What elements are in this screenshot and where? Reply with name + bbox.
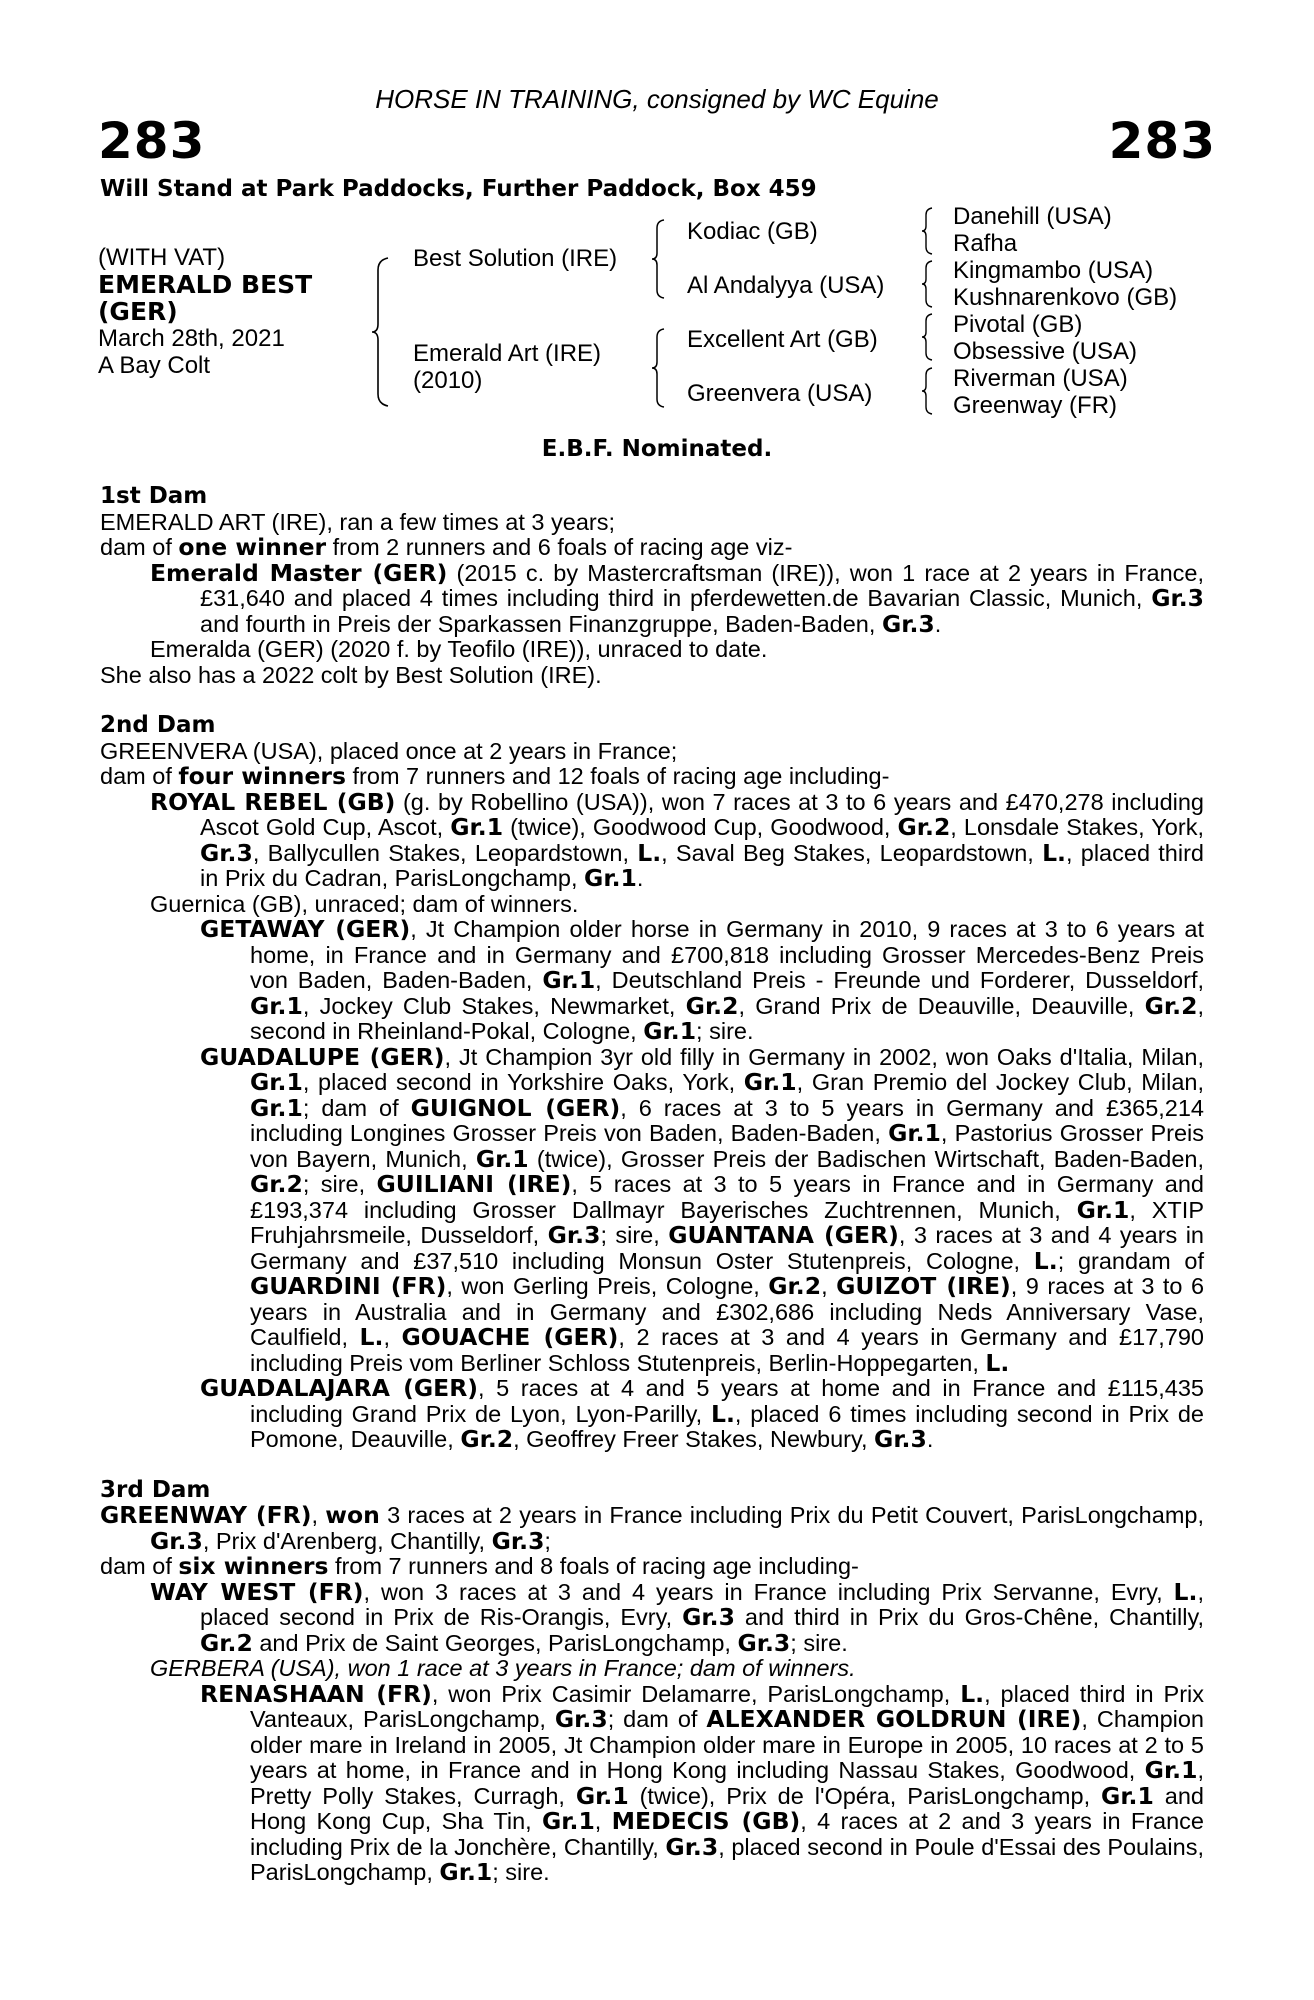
pedigree-great-grandparent: Rafha (953, 230, 1018, 257)
pedigree-bracket-ggp-2 (922, 259, 936, 309)
text-run: , 6 races at 3 to 5 years in Germany and £365,214 including Longines Grosser Preis von Baden, Baden-Baden, (250, 1094, 1204, 1146)
produce-entry: Emeralda (GER) (2020 f. by Teofilo (IRE)), unraced to date. (150, 636, 768, 662)
text-run: (twice), Prix de l'Opéra, ParisLongchamp, (628, 1782, 1102, 1809)
pedigree-bracket-ggp-3 (922, 312, 936, 362)
text-run: , placed 6 times including second in Prix de Pomone, Deauville, (250, 1400, 1204, 1452)
produce-entry (100, 1376, 1204, 1453)
produce-entry (100, 1042, 1205, 1377)
bold-text: Gr.1 (450, 813, 504, 841)
bold-text: Gr.1 (643, 1017, 697, 1045)
third-dam-produce-summary: dam of six winners from 7 runners and 8 foals of racing age including- (100, 1552, 859, 1580)
text-run: . (636, 865, 644, 891)
pedigree-great-grandparent: Obsessive (USA) (953, 338, 1138, 365)
text-run: , 3 races at 3 and 4 years in Germany and £37,510 including Monsun Oster Stutenpreis, Cologne, (250, 1222, 1204, 1274)
text-run: ; grandam of (1057, 1247, 1205, 1274)
pedigree-great-grandparent: Riverman (USA) (953, 365, 1128, 392)
horse-name: EMERALD BEST (98, 270, 313, 299)
text-run: and Hong Kong Cup, Sha Tin, (250, 1782, 1204, 1834)
text-run: , Pretty Polly Stakes, Curragh, (250, 1757, 1204, 1809)
bold-text: L. (710, 1399, 735, 1428)
ebf-nomination: E.B.F. Nominated. (541, 436, 773, 462)
text-run: , (821, 1273, 837, 1299)
pedigree-bracket-dam (652, 327, 668, 409)
produce-entry: Guernica (GB), unraced; dam of winners. (150, 890, 579, 917)
bold-text: GUADALUPE (GER) (200, 1042, 445, 1071)
bold-text: L. (1173, 1577, 1198, 1606)
bold-text: Gr.3 (491, 1526, 545, 1555)
vat-note: (WITH VAT) (98, 244, 226, 271)
text-run: ; sire, (302, 1171, 377, 1197)
text-run: , Ballycullen Stakes, Leopardstown, (252, 839, 638, 866)
bold-text: Gr.3 (200, 838, 253, 867)
second-dam-heading: 2nd Dam (100, 712, 216, 738)
bold-text: Gr.1 (475, 1144, 529, 1173)
produce-note: She also has a 2022 colt by Best Solution (IRE). (100, 661, 602, 688)
text-run: , 5 races at 4 and 5 years at home and in France and £115,435 including Grand Prix de Lyon, Lyon-Parilly, (250, 1375, 1204, 1427)
lot-number-left: 283 (98, 112, 206, 170)
second-dam-summary: GREENVERA (USA), placed once at 2 years in France; (100, 737, 678, 764)
bold-text: ROYAL REBEL (GB) (150, 787, 396, 816)
text-run: ; dam of (607, 1706, 707, 1732)
bold-text: GUIZOT (IRE) (836, 1272, 1011, 1300)
bold-text: GREENWAY (FR) (100, 1501, 312, 1529)
text-run: , 4 races at 2 and 3 years in France including Prix de la Jonchère, Chantilly, (250, 1808, 1205, 1860)
text-run: , Lonsdale Stakes, York, (950, 814, 1204, 840)
third-dam-heading: 3rd Dam (100, 1476, 211, 1503)
text-run: , Geoffrey Freer Stakes, Newbury, (513, 1426, 875, 1452)
pedigree-dam: Emerald Art (IRE) (413, 340, 602, 367)
bold-text: GUIGNOL (GER) (410, 1093, 621, 1122)
bold-text: Gr.3 (1151, 584, 1204, 612)
pedigree-bracket-ggp-1 (922, 206, 936, 256)
produce-entry (100, 558, 1204, 638)
text-run: , placed second in Poule d'Essai des Poulains, ParisLongchamp, (250, 1833, 1204, 1885)
text-run: . (934, 610, 942, 637)
text-run: , placed third in Prix Vanteaux, ParisLongchamp, (250, 1680, 1205, 1732)
text-run: , Jt Champion 3yr old filly in Germany in 2002, won Oaks d'Italia, Milan, (444, 1043, 1205, 1070)
pedigree-grandparent: Al Andalyya (USA) (687, 272, 885, 299)
bold-text: Gr.2 (250, 1170, 303, 1198)
text-run: , 9 races at 3 to 6 years in Australia and in Germany and £302,686 including Neds Anniversary Vase, Caulfield, (250, 1273, 1205, 1350)
text-run: , Jt Champion older horse in Germany in 2010, 9 races at 3 to 6 years at home, in France and in Germany and £700,818 including Grosser Mercedes-Benz Preis von Baden, Baden-Baden, (250, 916, 1204, 993)
bold-text: Gr.2 (897, 813, 951, 841)
text-run: , Saval Beg Stakes, Leopardstown, (661, 839, 1043, 866)
bold-text: Gr.1 (888, 1119, 941, 1147)
pedigree-bracket-ggp-4 (922, 366, 936, 416)
bold-text: Gr.1 (584, 864, 637, 892)
bold-text: Gr.1 (743, 1068, 797, 1096)
text-run: , Grand Prix de Deauville, Deauville, (738, 992, 1145, 1019)
first-dam-heading: 1st Dam (100, 483, 208, 509)
text-run: , Gran Premio del Jockey Club, Milan, (796, 1069, 1204, 1095)
pedigree-great-grandparent: Greenway (FR) (953, 392, 1118, 419)
bold-text: GUILIANI (IRE) (376, 1170, 572, 1198)
bold-text: GUARDINI (FR) (250, 1272, 447, 1300)
bold-text: Gr.3 (881, 609, 935, 638)
text-run: , placed second in Yorkshire Oaks, York, (302, 1069, 744, 1095)
pedigree-great-grandparent: Kingmambo (USA) (953, 257, 1154, 284)
pedigree-great-grandparent: Pivotal (GB) (953, 311, 1083, 338)
text-run: , placed third in Prix du Cadran, ParisLongchamp, (200, 839, 1204, 891)
produce-entry (100, 1577, 1204, 1657)
bold-text: Gr.2 (200, 1628, 253, 1657)
stand-location: Will Stand at Park Paddocks, Further Paddock, Box 459 (100, 176, 817, 202)
bold-text: Gr.1 (250, 991, 303, 1020)
text-run: , Deutschland Preis - Freunde und Forderer, Dusseldorf, (595, 967, 1205, 993)
bold-text: GOUACHE (GER) (401, 1323, 619, 1351)
bold-text: Gr.2 (460, 1425, 514, 1453)
bold-text: Gr.3 (682, 1603, 735, 1631)
bold-text: Gr.1 (250, 1093, 303, 1122)
bold-text: Gr.3 (150, 1526, 203, 1555)
text-run: , (383, 1324, 402, 1350)
text-run: ; sire. (696, 1018, 754, 1044)
pedigree-great-grandparent: Kushnarenkovo (GB) (953, 284, 1178, 311)
produce-entry (100, 787, 1204, 892)
bold-text: RENASHAAN (FR) (200, 1679, 432, 1708)
text-run: ; dam of (302, 1094, 411, 1121)
produce-entry (100, 917, 1204, 1045)
first-dam-summary: EMERALD ART (IRE), ran a few times at 3 years; (100, 508, 615, 535)
text-run: , 5 races at 3 to 5 years in France and in Germany and £193,374 including Grosser Dallmayr Bayerisches Zuchtrennen, Munich, (250, 1171, 1204, 1223)
bold-text: GETAWAY (GER) (200, 915, 411, 943)
text-run: ; sire. (492, 1859, 550, 1885)
text-run: , 2 races at 3 and 4 years in Germany and £17,790 including Preis vom Berliner Schloss Stutenpreis, Berlin-Hoppegarten, (250, 1324, 1204, 1376)
pedigree-dam-year: (2010) (413, 367, 483, 394)
produce-entry: GERBERA (USA), won 1 race at 3 years in France; dam of winners. (150, 1655, 856, 1681)
text-run: and third in Prix du Gros-Chêne, Chantilly, (734, 1604, 1204, 1630)
pedigree-sire: Best Solution (IRE) (413, 245, 618, 272)
bold-text: Gr.2 (768, 1272, 822, 1300)
bold-text: Emerald Master (GER) (150, 558, 448, 587)
produce-entry (100, 1679, 1205, 1886)
bold-text: Gr.1 (1101, 1781, 1154, 1810)
bold-text: Gr.1 (439, 1858, 493, 1886)
bold-text: Gr.2 (1144, 991, 1198, 1020)
lot-number-right: 283 (1108, 112, 1216, 170)
pedigree-bracket-main (372, 256, 392, 408)
bold-text: MEDECIS (GB) (611, 1807, 801, 1835)
text-run: and Prix de Saint Georges, ParisLongchamp, (252, 1629, 738, 1656)
bold-text: L. (1042, 838, 1066, 867)
horse-country: (GER) (98, 297, 178, 326)
bold-text: WAY WEST (FR) (150, 1577, 364, 1606)
bold-text: L. (359, 1323, 384, 1351)
text-run: , won 3 races at 3 and 4 years in France including Prix Servanne, Evry, (363, 1578, 1174, 1605)
pedigree-grandparent: Excellent Art (GB) (687, 326, 878, 353)
pedigree-grandparent: Kodiac (GB) (687, 218, 818, 245)
bold-text: Gr.3 (554, 1705, 608, 1733)
bold-text: ALEXANDER GOLDRUN (IRE) (706, 1705, 1082, 1733)
text-run: (twice), Grosser Preis der Badischen Wirtschaft, Baden-Baden, (528, 1145, 1204, 1172)
bold-text: Gr.3 (874, 1425, 927, 1453)
bold-text: GUANTANA (GER) (668, 1221, 899, 1249)
bold-text: Gr.1 (1144, 1756, 1198, 1784)
text-run: , (594, 1808, 612, 1834)
text-run: ; sire. (790, 1629, 848, 1656)
text-run: , Prix d'Arenberg, Chantilly, (202, 1527, 492, 1554)
text-run: . (926, 1426, 934, 1452)
text-run: , won Prix Casimir Delamarre, ParisLongchamp, (431, 1680, 961, 1707)
text-run: , Pastorius Grosser Preis von Bayern, Munich, (250, 1120, 1204, 1172)
bold-text: Gr.3 (665, 1832, 719, 1861)
bold-text: Gr.1 (1076, 1195, 1130, 1224)
third-dam-summary (100, 1503, 1204, 1554)
bold-text: Gr.1 (250, 1068, 303, 1096)
catalogue-body (100, 484, 1204, 1886)
bold-text: Gr.1 (541, 1807, 595, 1835)
text-run: , placed second in Prix de Ris-Orangis, Evry, (200, 1578, 1204, 1630)
bold-text: GUADALAJARA (GER) (200, 1374, 479, 1402)
pedigree-grandparent: Greenvera (USA) (687, 380, 873, 407)
pedigree-bracket-sire (652, 218, 668, 300)
text-run: (g. by Robellino (USA)), won 7 races at 3 to 6 years and £470,278 including Ascot Gold Cup, Ascot, (200, 788, 1204, 840)
text-run: (2015 c. by Mastercraftsman (IRE)), won 1 race at 2 years in France, £31,640 and placed 4 times including third in pferdewetten.de Bavarian Classic, Munich, (200, 559, 1204, 611)
text-run: ; sire, (600, 1222, 669, 1248)
text-run: , (311, 1502, 326, 1528)
horse-description: A Bay Colt (98, 352, 211, 379)
bold-text: L. (1033, 1246, 1058, 1275)
pedigree-great-grandparent: Danehill (USA) (953, 203, 1112, 230)
text-run: 3 races at 2 years in France including Prix du Petit Couvert, ParisLongchamp, (379, 1502, 1204, 1528)
text-run: , XTIP Fruhjahrsmeile, Dusseldorf, (250, 1196, 1204, 1248)
text-run: , Jockey Club Stakes, Newmarket, (302, 992, 686, 1019)
second-dam-produce-summary: dam of four winners from 7 runners and 12 foals of racing age including- (100, 762, 890, 790)
text-run: ; (544, 1527, 551, 1554)
bold-text: L. (985, 1348, 1010, 1377)
bold-text: L. (637, 838, 662, 867)
text-run: , won Gerling Preis, Cologne, (446, 1273, 769, 1299)
bold-text: Gr.1 (575, 1781, 629, 1810)
bold-text: Gr.1 (542, 966, 596, 994)
horse-dob: March 28th, 2021 (98, 325, 285, 352)
bold-text: Gr.3 (737, 1628, 791, 1657)
bold-text: Gr.3 (547, 1221, 601, 1249)
text-run: and fourth in Preis der Sparkassen Finanzgruppe, Baden-Baden, (200, 610, 882, 637)
consignment-header: HORSE IN TRAINING, consigned by WC Equine (375, 84, 939, 114)
first-dam-produce-summary: dam of one winner from 2 runners and 6 foals of racing age viz- (100, 533, 793, 561)
text-run: , Champion older mare in Ireland in 2005, Jt Champion older mare in Europe in 2005, 10 races at 2 to 5 years at home, in France and in Hong Kong including Nassau Stakes, Goodwood, (250, 1706, 1204, 1783)
bold-text: won (325, 1501, 380, 1529)
text-run: , second in Rheinland-Pokal, Cologne, (250, 992, 1204, 1044)
bold-text: L. (960, 1679, 985, 1708)
text-run: (twice), Goodwood Cup, Goodwood, (503, 814, 898, 840)
bold-text: Gr.2 (685, 991, 739, 1020)
